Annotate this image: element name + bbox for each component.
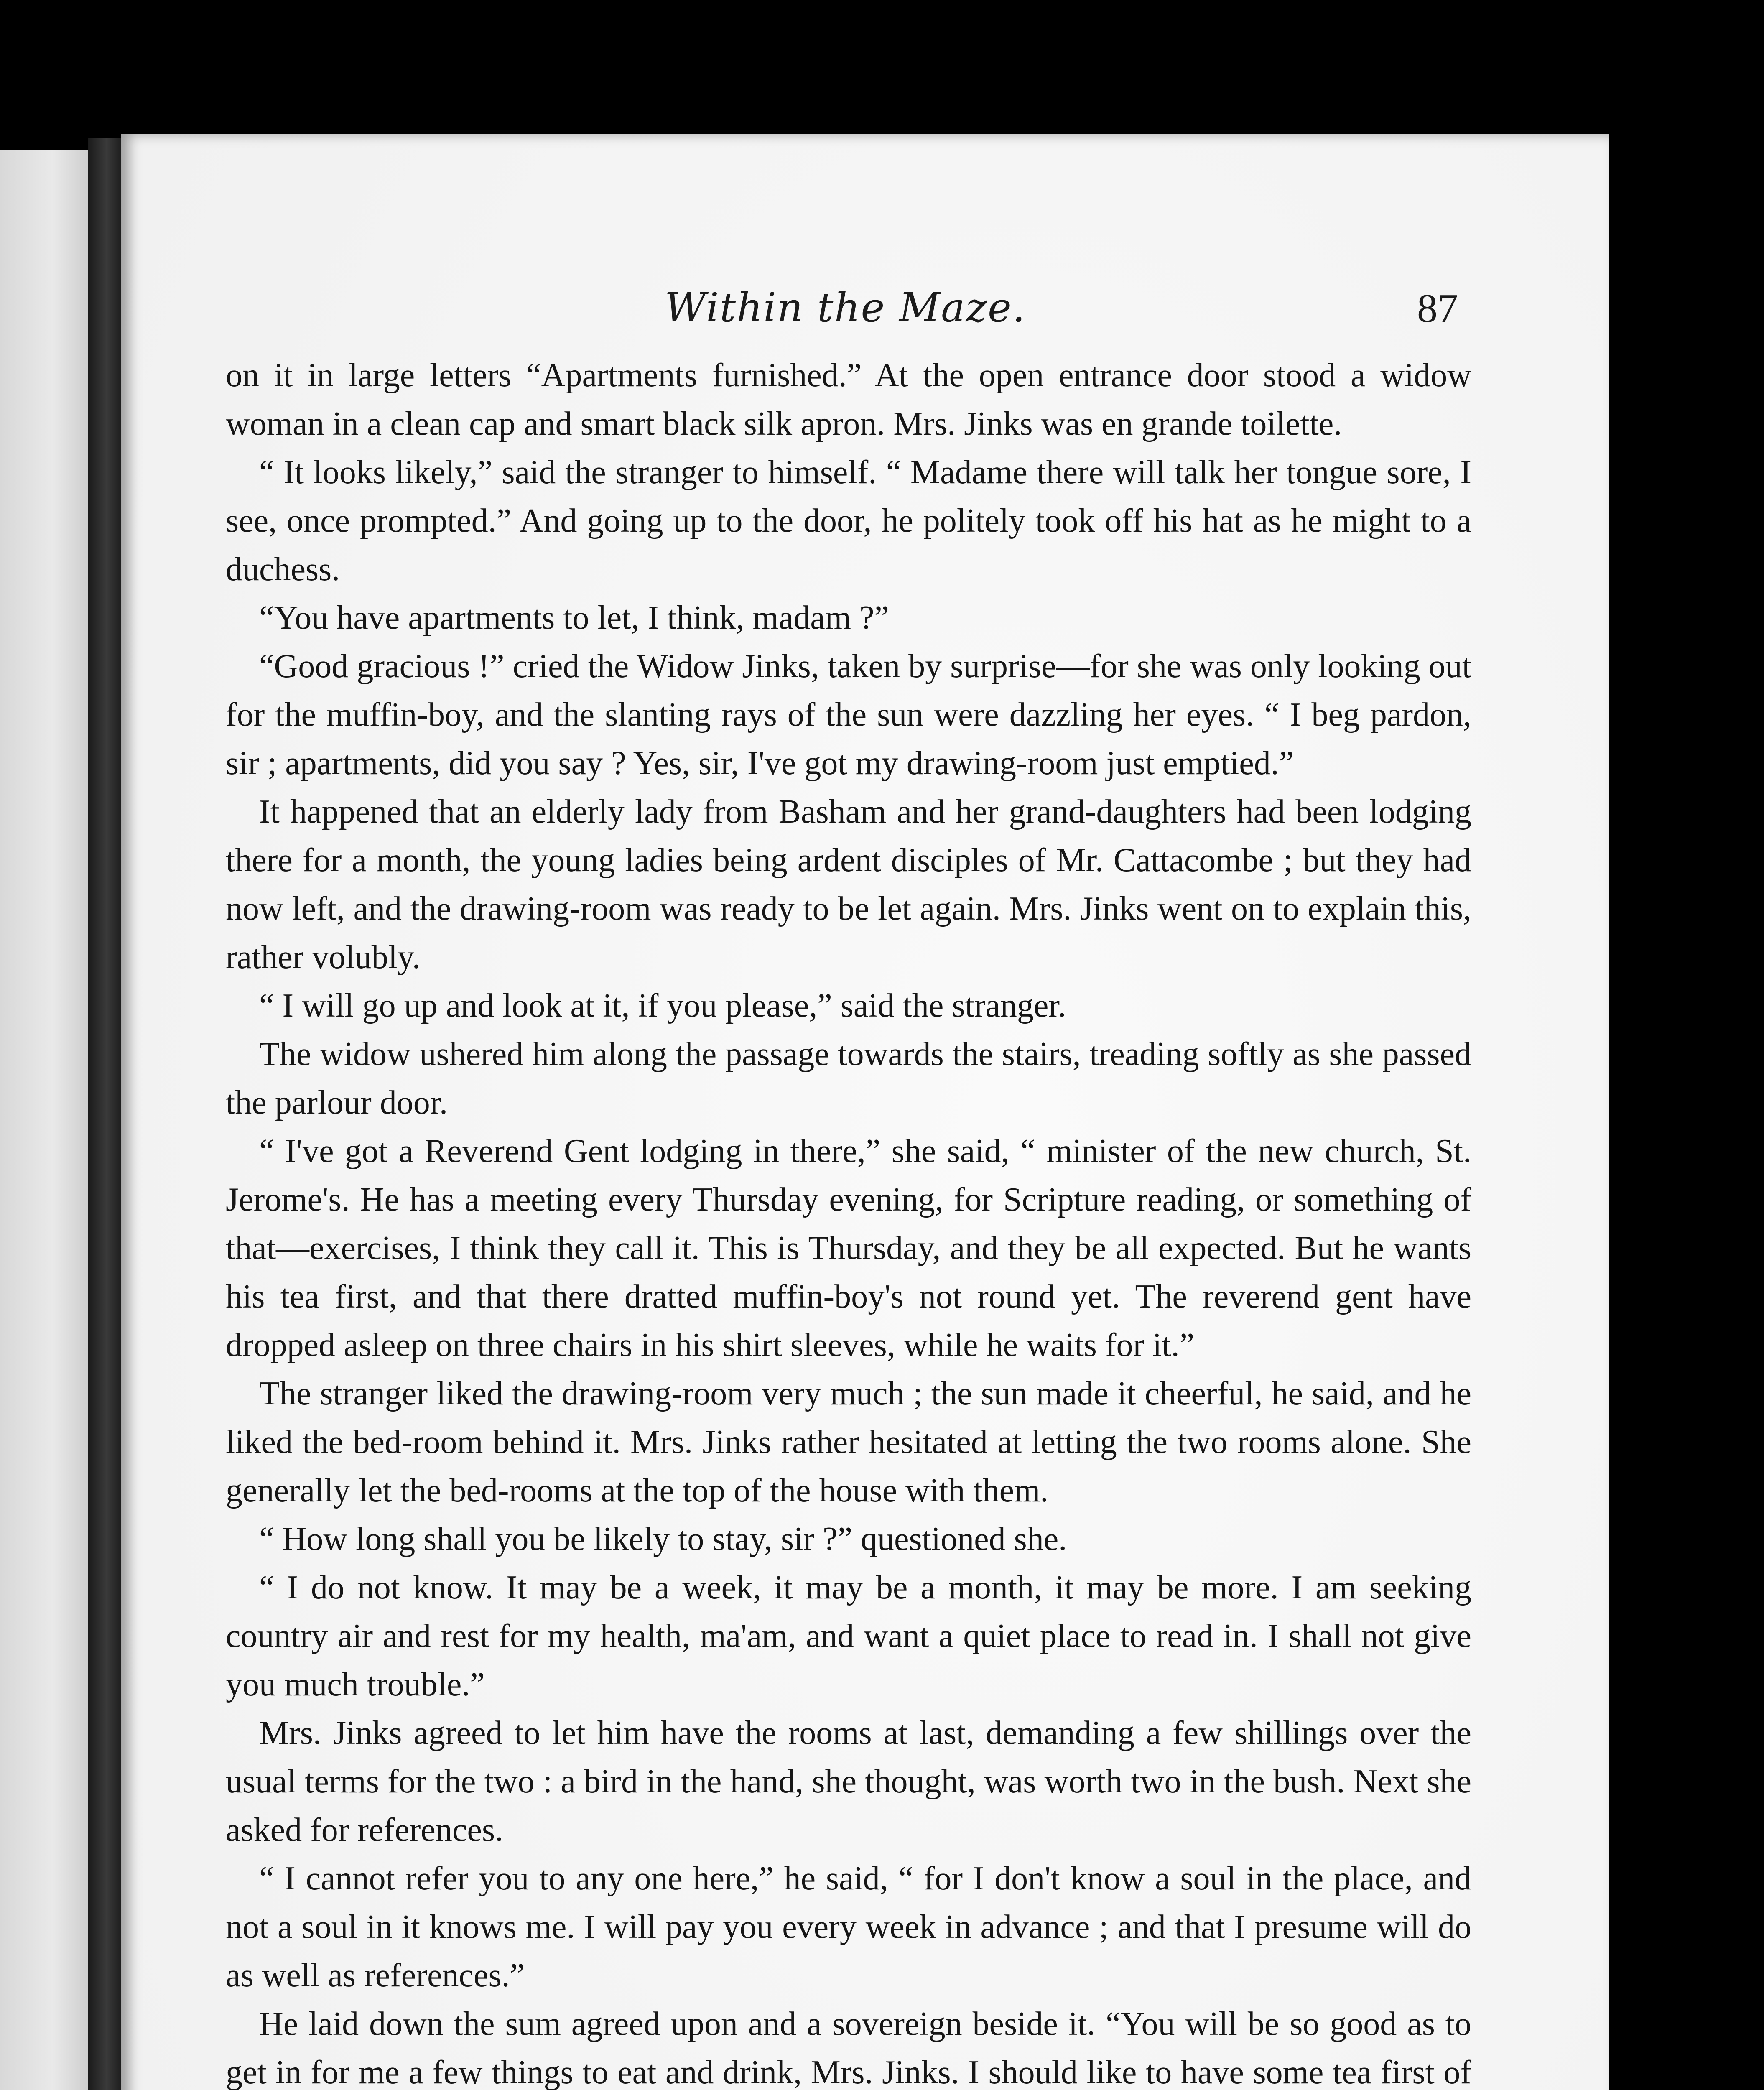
paragraph: “ I do not know. It may be a week, it may be a month, it may be more. I am seeking country air and rest for my health, ma'am, and want a quiet place to read in. I shall not give you much trouble.” bbox=[226, 1569, 1471, 1703]
running-head: Within the Maze. bbox=[665, 284, 1026, 331]
paragraph: It happened that an elderly lady from Basham and her grand-daughters had been lodging there for a month, the young ladies being ardent disciples of Mr. Cattacombe ; but they had now left, and the drawing-room was ready to be let again. Mrs. Jinks went on to explain this, rather volubly. bbox=[226, 793, 1471, 976]
paragraph: “ I will go up and look at it, if you please,” said the stranger. bbox=[259, 987, 1066, 1024]
body-text bbox=[226, 351, 1471, 2090]
paragraph: “ I've got a Reverend Gent lodging in there,” she said, “ minister of the new church, St. Jerome's. He has a meeting every Thursday evening, for Scripture reading, or something of that—exercises, I think they call it. This is Thursday, and they be all expected. But he wants his tea first, and that there dratted muffin-boy's not round yet. The reverend gent have dropped asleep on three chairs in his shirt sleeves, while he waits for it.” bbox=[226, 1133, 1471, 1364]
paragraph: Mrs. Jinks agreed to let him have the rooms at last, demanding a few shillings over the usual terms for the two : a bird in the hand, she thought, was worth two in the bush. Next she asked for references. bbox=[226, 1715, 1471, 1848]
paragraph: “You have apartments to let, I think, madam ?” bbox=[259, 599, 890, 636]
paragraph: The stranger liked the drawing-room very much ; the sun made it cheerful, he said, and he liked the bed-room behind it. Mrs. Jinks rather hesitated at letting the two rooms alone. She generally let the bed-rooms at the top of the house with them. bbox=[226, 1375, 1471, 1509]
paragraph: The widow ushered him along the passage towards the stairs, treading softly as she passed the parlour door. bbox=[226, 1036, 1471, 1121]
paragraph: He laid down the sum agreed upon and a sovereign beside it. “You will be so good as to get in for me a few things to eat and drink, Mrs. Jinks. I should like to have some tea first of bbox=[226, 2006, 1471, 2090]
paragraph: “ How long shall you be likely to stay, sir ?” questioned she. bbox=[259, 1521, 1067, 1557]
paragraph: “ I cannot refer you to any one here,” he said, “ for I don't know a soul in the place, and not a soul in it knows me. I will pay you every week in advance ; and that I presume will do as well as references.” bbox=[226, 1860, 1471, 1994]
paragraph: on it in large letters “Apartments furnished.” At the open entrance door stood a widow woman in a clean cap and smart black silk apron. Mrs. Jinks was en grande toilette. bbox=[226, 357, 1471, 442]
paragraph: “ It looks likely,” said the stranger to himself. “ Madame there will talk her tongue sore, I see, once prompted.” And going up to the door, he politely took off his hat as he might to a duchess. bbox=[226, 454, 1471, 588]
paragraph: “Good gracious !” cried the Widow Jinks, taken by surprise—for she was only looking out for the muffin-boy, and the slanting rays of the sun were dazzling her eyes. “ I beg pardon, sir ; apartments, did you say ? Yes, sir, I've got my drawing-room just emptied.” bbox=[226, 648, 1471, 782]
book-page bbox=[121, 134, 1609, 2090]
page-number: 87 bbox=[1417, 286, 1458, 331]
previous-page-edge bbox=[0, 150, 88, 2090]
book-gutter bbox=[88, 138, 125, 2090]
